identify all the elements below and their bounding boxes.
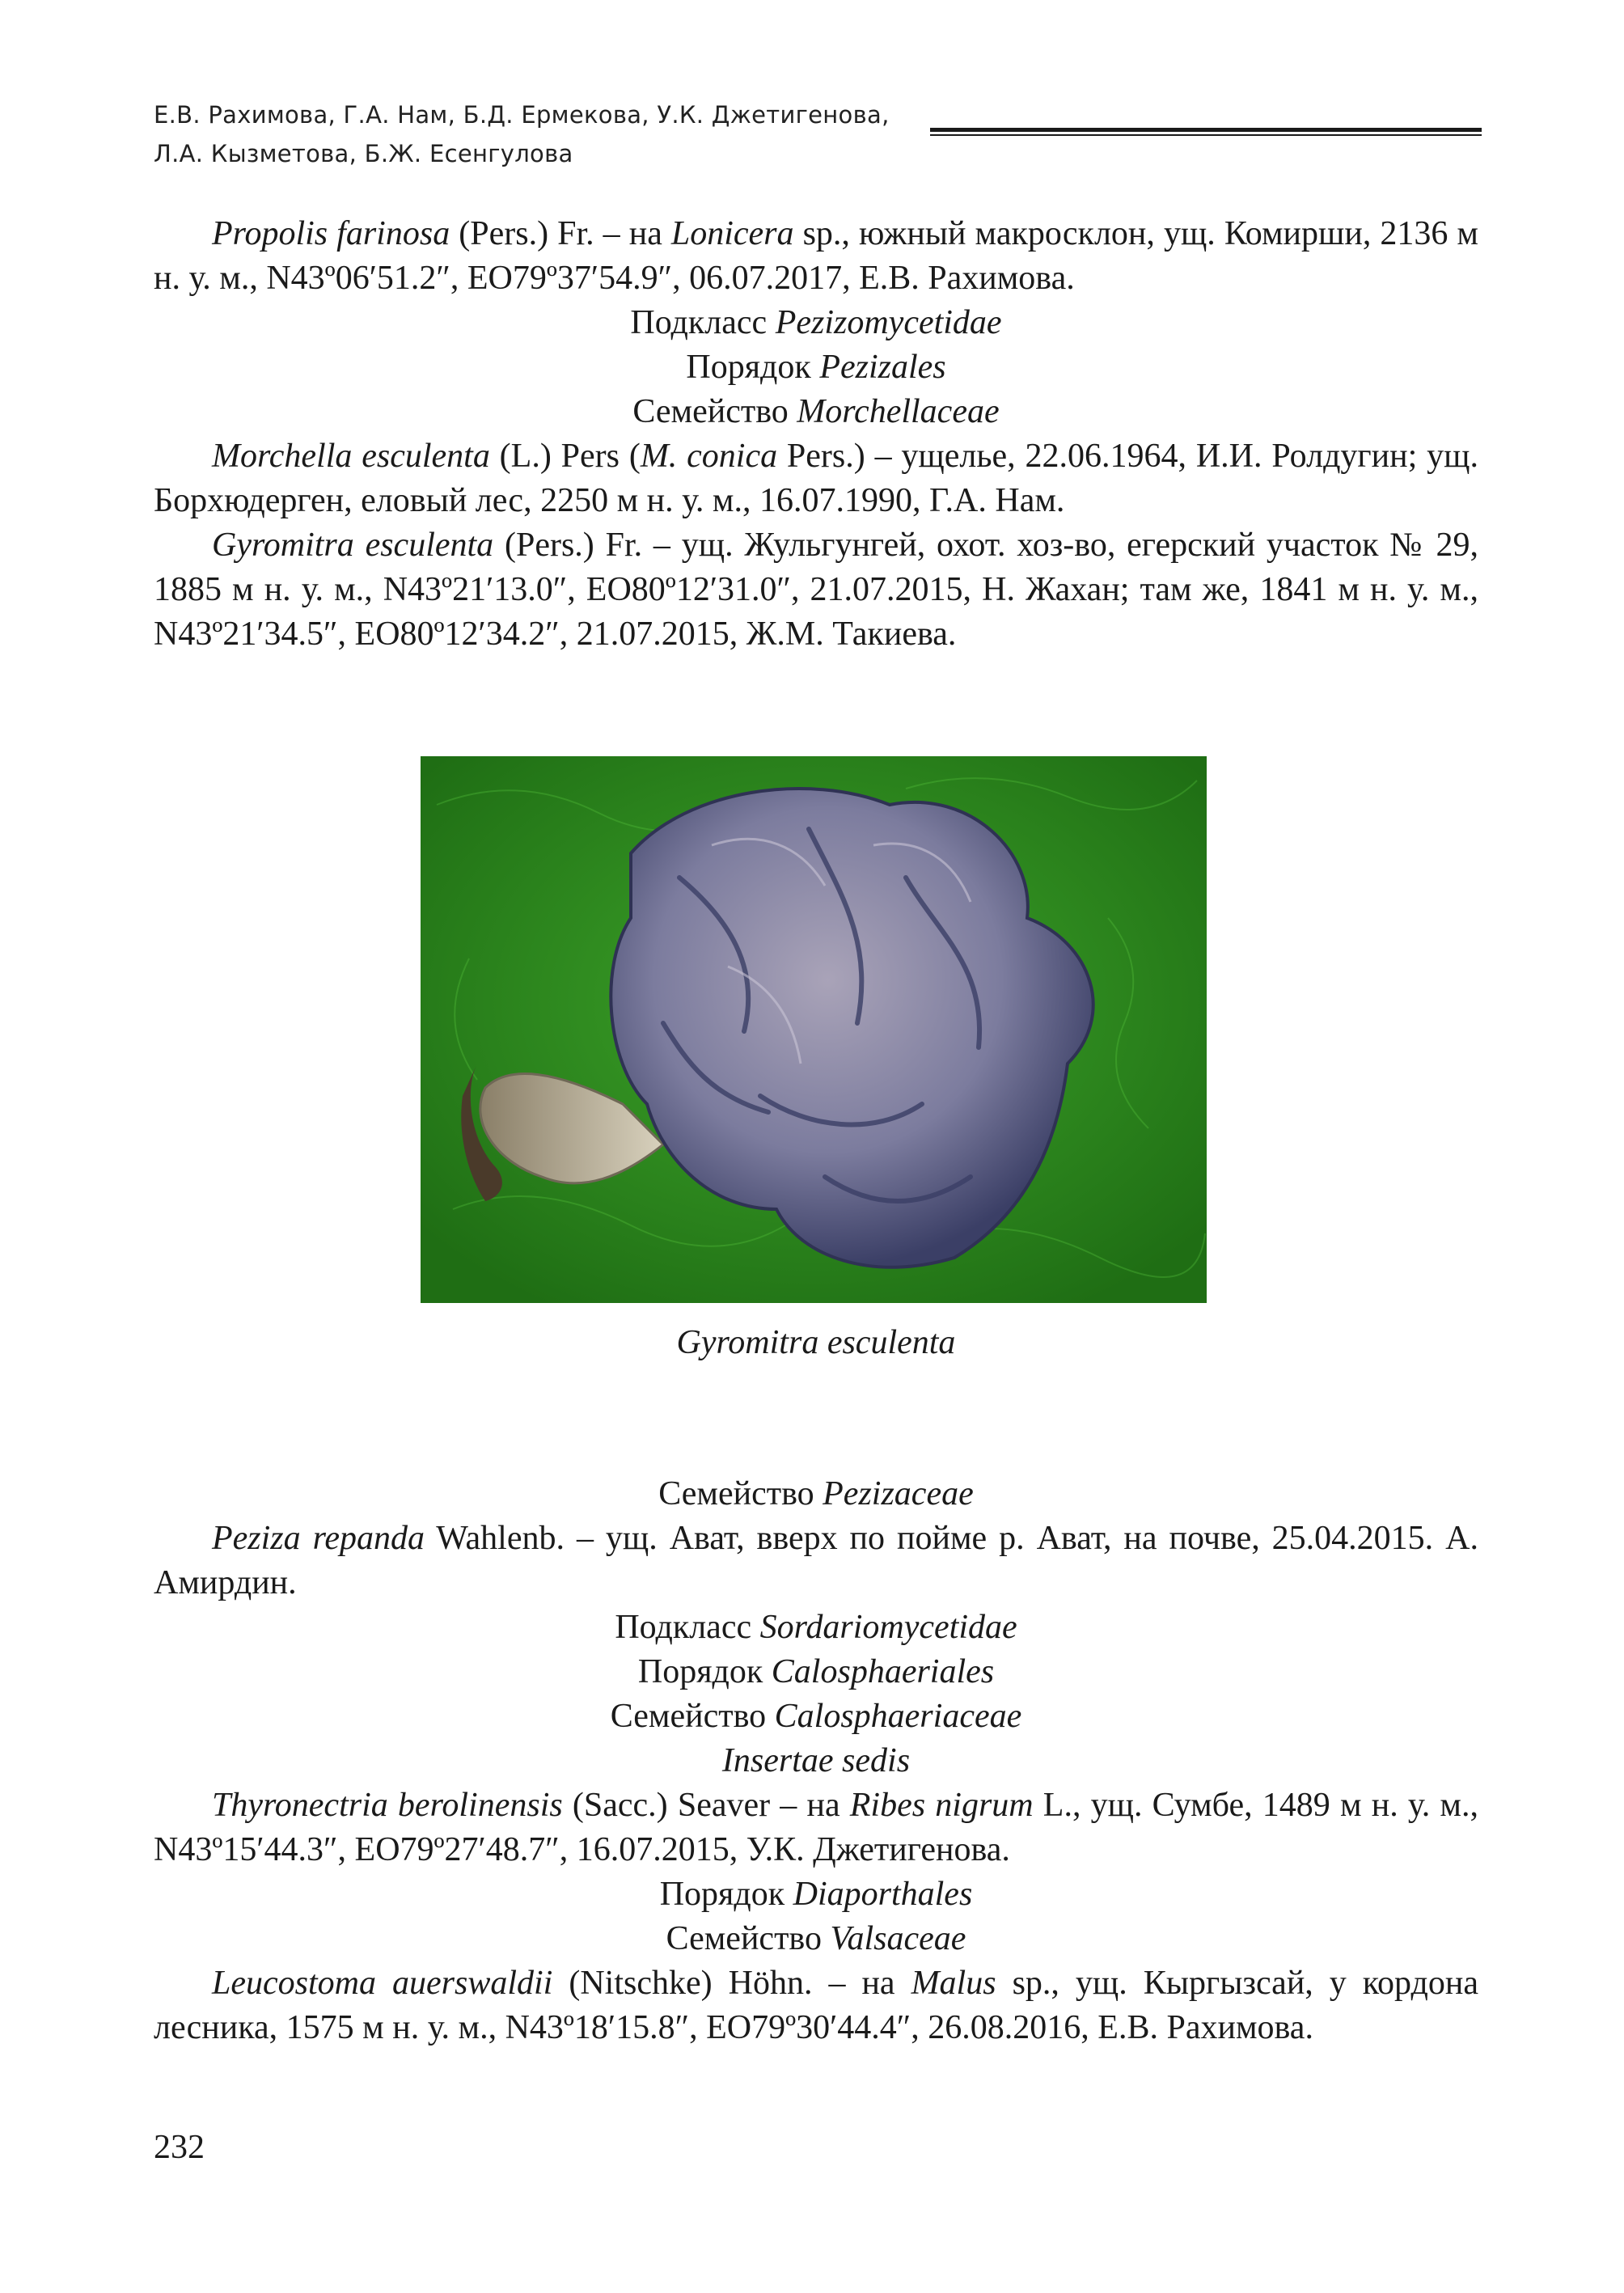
page-number: 232 [154, 2129, 205, 2166]
entry-peziza: Peziza repanda Wahlenb. – ущ. Ават, вверх по пойме р. Ават, на почве, 25.04.2015. А. Амирдин. [154, 1520, 1478, 1601]
header-rule [930, 128, 1482, 137]
order-diaporthales: Порядок Diaporthales [659, 1876, 973, 1913]
running-header [154, 95, 930, 173]
entry-gyromitra: Gyromitra esculenta (Pers.) Fr. – ущ. Жульгунгей, охот. хоз-во, егерский участок № 29, 1885 м н. у. м., N43º21′13.0″, EO80º12′31.0″, 21.07.2015, Н. Жахан; там же, 1841 м н. у. м., N43º21′34.5″, EO80º12′34.2″, 21.07.2015, Ж.М. Такиева. [154, 527, 1478, 653]
figure-caption: Gyromitra esculenta [676, 1324, 956, 1361]
order-calosphaeriales: Порядок Calosphaeriales [637, 1653, 995, 1690]
entry-morchella: Morchella esculenta (L.) Pers (M. conica Pers.) – ущелье, 22.06.1964, И.И. Ролдугин; ущ. Борхюдерген, еловый лес, 2250 м н. у. м., 16.07.1990, Г.А. Нам. [154, 438, 1478, 519]
order-pezizales: Порядок Pezizales [686, 349, 946, 386]
authors-line-2: Л.А. Кызметова, Б.Ж. Есенгулова [154, 140, 573, 167]
upper-text-block [154, 212, 1478, 657]
authors-line-1: Е.В. Рахимова, Г.А. Нам, Б.Д. Ермекова, У.К. Джетигенова, [154, 101, 890, 129]
gyromitra-photo [421, 756, 1207, 1303]
subclass-sordariomycetidae: Подкласс Sordariomycetidae [615, 1609, 1017, 1646]
entry-leucostoma: Leucostoma auerswaldii (Nitschke) Höhn. – на Malus sp., ущ. Кыргызсай, у кордона лесника, 1575 м н. у. м., N43º18′15.8″, EO79º30′44.4″, 26.08.2016, Е.В. Рахимова. [154, 1965, 1478, 2046]
family-valsaceae: Семейство Valsaceae [666, 1920, 966, 1957]
entry-thyronectria: Thyronectria berolinensis (Sacc.) Seaver – на Ribes nigrum L., ущ. Сумбе, 1489 м н. у. м., N43º15′44.3″, EO79º27′48.7″, 16.07.2015, У.К. Джетигенова. [154, 1787, 1478, 1868]
family-calosphaeriaceae: Семейство Calosphaeriaceae [610, 1698, 1022, 1735]
insertae-sedis: Insertae sedis [721, 1742, 911, 1779]
family-pezizaceae: Семейство Pezizaceae [658, 1475, 974, 1512]
entry-propolis: Propolis farinosa (Pers.) Fr. – на Lonicera sp., южный макросклон, ущ. Комирши, 2136 м н. у. м., N43º06′51.2″, EO79º37′54.9″, 06.07.2017, Е.В. Рахимова. [154, 215, 1478, 297]
lower-text-block [154, 1472, 1478, 2050]
family-morchellaceae: Семейство Morchellaceae [632, 393, 1000, 430]
subclass-pezizomycetidae: Подкласс Pezizomycetidae [630, 304, 1002, 341]
